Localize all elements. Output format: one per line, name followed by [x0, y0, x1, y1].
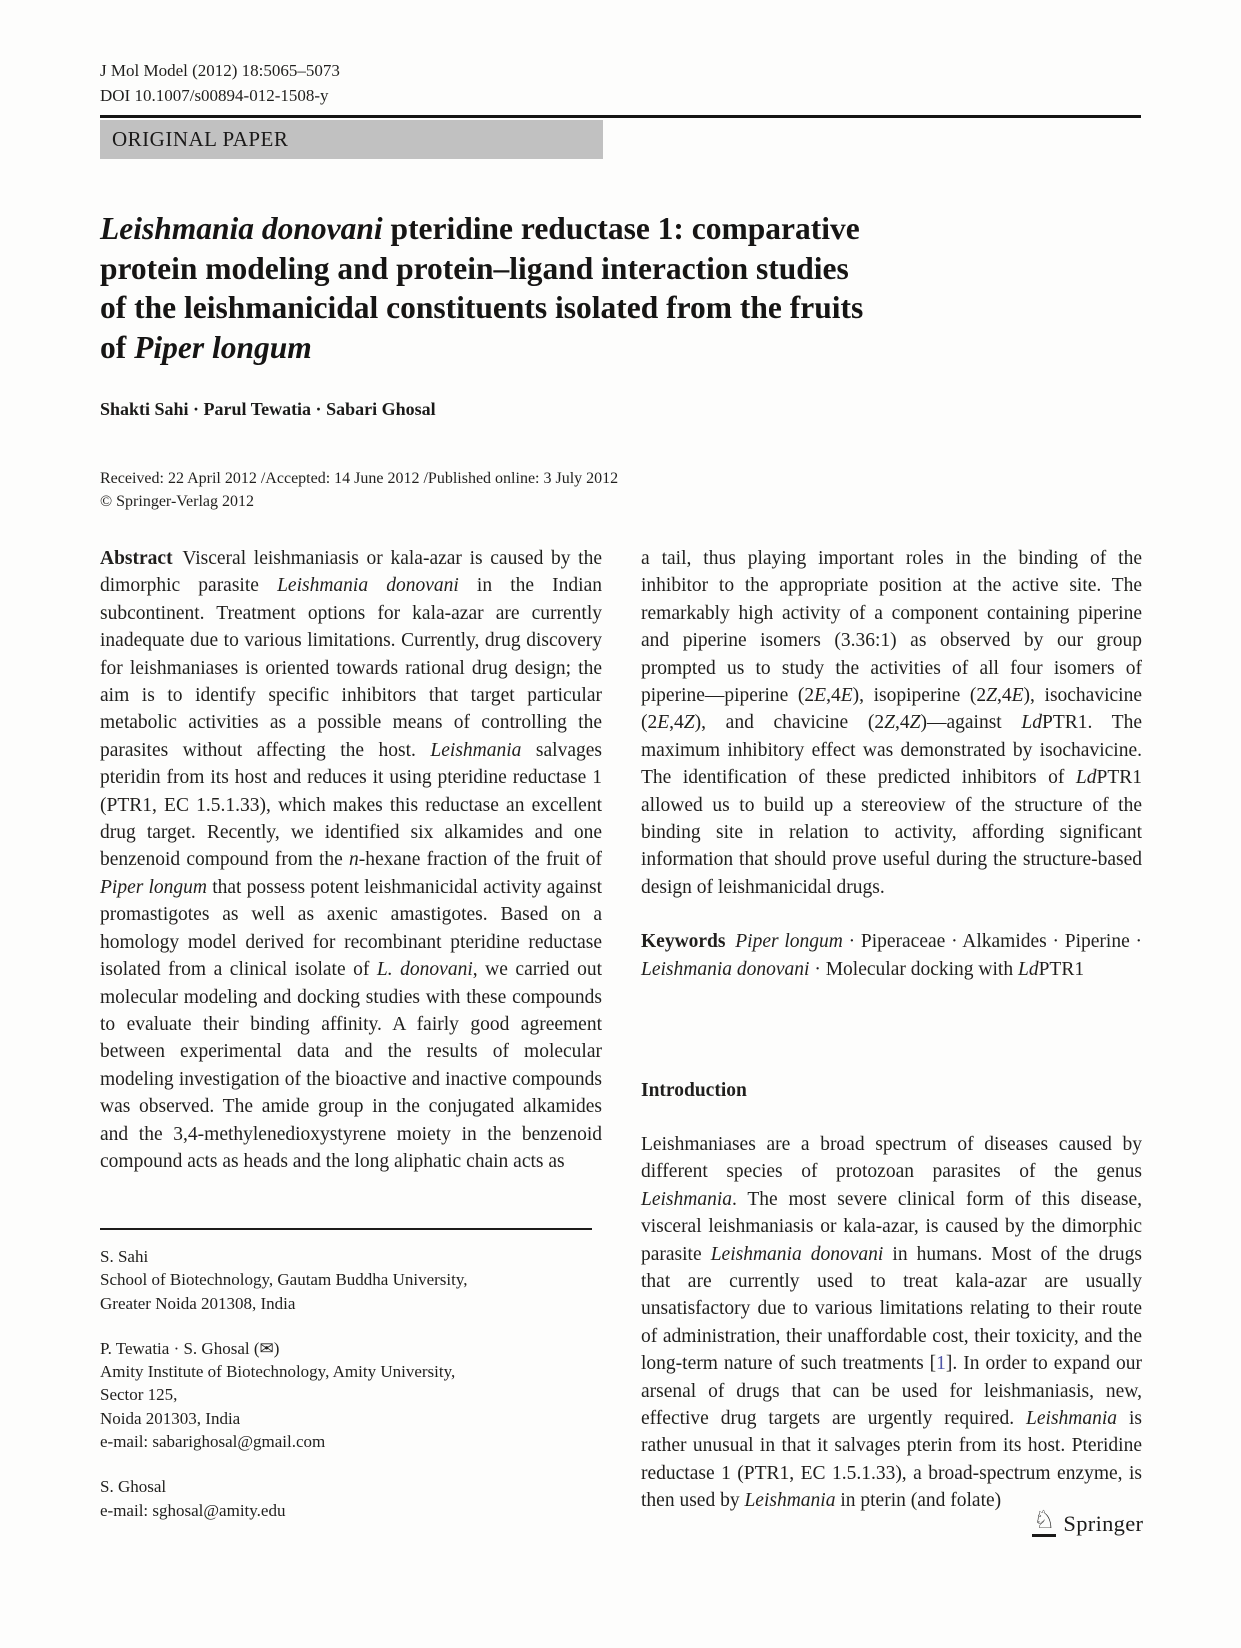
- email-line: e-mail: sabarighosal@gmail.com: [100, 1432, 326, 1452]
- abstract-paragraph: [100, 545, 602, 1175]
- footnote-rule: [100, 1228, 592, 1230]
- text-run: Abstract: [100, 548, 173, 569]
- text-run: E: [657, 712, 670, 734]
- text-run: PTR1 allowed us to build up a stereoview of the structure of the binding site in relation to activity, affording significant information that should prove useful during the structure-based design of leishmanicidal drugs.: [641, 767, 1142, 898]
- text-run: Visceral leishmaniasis or kala-azar is caused by the dimorphic parasite: [100, 548, 602, 597]
- text-run: Z: [909, 712, 921, 734]
- author-affiliations-footnote: [100, 1228, 592, 1544]
- text-run: Leishmania donovani: [100, 211, 383, 246]
- text-run: ]. In order to expand our arsenal of drugs that can be used for leishmaniasis, new, effective drug targets are urgently required.: [641, 1353, 1142, 1430]
- text-run: that possess potent leishmanicidal activity against promastigotes as well as axenic amastigotes. Based on a homology model derived for recombinant pteridine reductase isolated from a clinical isolate of: [100, 876, 603, 981]
- springer-logo-label: Springer: [1063, 1511, 1144, 1536]
- text-run: ), isochavicine (2: [641, 685, 1142, 734]
- text-run: . The most severe clinical form of this disease, visceral leishmaniasis or kala-azar, is caused by the dimorphic parasite: [641, 1188, 1142, 1265]
- text-run: L. donovani: [376, 959, 473, 981]
- article-title-line: [100, 209, 1060, 249]
- text-run: pteridine reductase 1: comparative: [382, 211, 860, 246]
- text-run: ,4: [669, 712, 684, 734]
- text-run: E: [814, 685, 827, 707]
- text-run: Ld: [1021, 712, 1042, 734]
- affiliation-line: Amity Institute of Biotechnology, Amity University,: [100, 1362, 456, 1382]
- text-run: in humans. Most of the drugs that are currently used to treat kala-azar are usually unsatisfactory due to various limitations relating to their route of administration, their unaffordable cost, their toxicity, and the long-term nature of such treatments [: [641, 1243, 1142, 1375]
- text-run: E: [1011, 685, 1024, 707]
- authors-line: Shakti Sahi · Parul Tewatia · Sabari Ghosal: [100, 399, 436, 419]
- text-run: E: [840, 685, 853, 707]
- article-history: [100, 467, 618, 513]
- copyright-line: © Springer-Verlag 2012: [100, 493, 255, 510]
- text-run: a tail, thus playing important roles in the binding of the inhibitor to the appropriate position at the active site. The remarkably high activity of a component containing piperine and piperine isomers (3.36:1) as observed by our group prompted us to study the activities of all four isomers of piperine—piperine (2: [641, 548, 1142, 707]
- article-title-line: [100, 328, 1060, 368]
- text-run: ), and chavicine (2: [694, 712, 885, 734]
- affiliation-line: S. Sahi: [100, 1247, 149, 1266]
- text-run: · Molecular docking with: [809, 958, 1018, 980]
- text-run: ), isopiperine (2: [852, 685, 987, 707]
- header-rule: [100, 115, 1141, 118]
- text-run: in the Indian subcontinent. Treatment options for kala-azar are currently inadequate due to various limitations. Currently, drug discovery for leishmaniases is oriented towards rational drug design; the aim is to identify specific inhibitors that target particular metabolic activities as a possible means of controlling the parasites without affecting the host.: [100, 575, 602, 761]
- text-run: Keywords: [641, 931, 726, 953]
- text-run: Leishmania donovani: [710, 1243, 884, 1265]
- text-run: Leishmania donovani: [277, 575, 459, 597]
- text-run: ,4: [826, 685, 841, 707]
- envelope-icon: ✉: [259, 1338, 274, 1358]
- text-run: -hexane fraction of the fruit of: [358, 849, 602, 871]
- affiliation-line: Greater Noida 201308, India: [100, 1293, 296, 1313]
- keywords-paragraph: [641, 928, 1142, 983]
- article-title: [100, 209, 1060, 367]
- text-run: Z: [884, 712, 895, 734]
- text-run: Leishmaniases are a broad spectrum of diseases caused by different species of protozoan parasites of the genus: [641, 1134, 1142, 1183]
- doi: DOI 10.1007/s00894-012-1508-y: [100, 86, 329, 105]
- right-column: [641, 545, 1142, 983]
- text-run: Leishmania donovani: [641, 958, 810, 980]
- text-run: Piper longum: [134, 329, 312, 365]
- text-run: · Piperaceae · Alkamides · Piperine ·: [842, 931, 1142, 953]
- text-run: P. Tewatia · S. Ghosal (: [100, 1338, 260, 1358]
- text-run: ,4: [996, 685, 1012, 707]
- corresponding-author-line: [100, 1337, 592, 1360]
- text-run: Ld: [1017, 958, 1039, 980]
- introduction-paragraph: [641, 1131, 1142, 1515]
- text-run: Leishmania: [1026, 1408, 1118, 1430]
- abstract-continued-paragraph: [641, 545, 1142, 901]
- text-run: of the leishmanicidal constituents isolated from the fruits: [100, 290, 864, 325]
- email-line: e-mail: sghosal@amity.edu: [100, 1500, 286, 1520]
- introduction-section: [641, 1080, 1142, 1515]
- affiliation-line: School of Biotechnology, Gautam Buddha University,: [100, 1270, 468, 1290]
- text-run: [726, 931, 736, 952]
- text-run: PTR1. The maximum inhibitory effect was demonstrated by isochavicine. The identification of these predicted inhibitors of: [641, 712, 1142, 789]
- text-run: Z: [986, 685, 997, 707]
- text-run: of: [100, 329, 135, 365]
- text-run: PTR1: [1038, 958, 1085, 980]
- journal-reference: J Mol Model (2012) 18:5065–5073: [100, 61, 340, 80]
- page-header: [100, 58, 340, 108]
- affiliation-line: Noida 201303, India: [100, 1408, 241, 1428]
- text-run: Piper longum: [735, 931, 843, 953]
- introduction-heading: Introduction: [641, 1080, 747, 1101]
- text-run: n: [349, 849, 359, 871]
- affiliation-block: [100, 1245, 592, 1315]
- text-run: , we carried out molecular modeling and docking studies with these compounds to evaluate their binding affinity. A fairly good agreement between experimental data and the results of molecular modeling investigation of the bioactive and inactive compounds was observed. The amide group in the conjugated alkamides and the 3,4-methylenedioxystyrene moiety in the benzenoid compound acts as heads and the long aliphatic chain acts as: [100, 959, 602, 1172]
- left-column: [100, 545, 602, 1175]
- affiliation-block: [100, 1337, 592, 1453]
- citation-ref-1[interactable]: 1: [936, 1353, 946, 1375]
- text-run: protein modeling and protein–ligand interaction studies: [100, 250, 849, 286]
- text-run: Leishmania: [641, 1188, 733, 1210]
- text-run: )—against: [920, 712, 1022, 734]
- text-run: Z: [683, 712, 695, 734]
- text-run: Piper longum: [100, 876, 208, 898]
- affiliation-line: S. Ghosal: [100, 1477, 167, 1497]
- article-category-badge: [100, 120, 603, 159]
- springer-logo: [1032, 1508, 1143, 1537]
- text-run: Leishmania: [744, 1490, 836, 1512]
- text-run: in pterin (and folate): [835, 1490, 1002, 1512]
- text-run: Ld: [1075, 767, 1097, 789]
- article-category-label: ORIGINAL PAPER: [112, 127, 289, 151]
- text-run: Leishmania: [430, 739, 522, 761]
- text-run: ,4: [894, 712, 910, 734]
- text-run: ): [273, 1338, 280, 1358]
- springer-knight-icon: ♘: [1032, 1508, 1056, 1537]
- text-run: salvages pteridin from its host and reduces it using pteridine reductase 1 (PTR1, EC 1.5.1.33), which makes this reductase an excellent drug target. Recently, we identified six alkamides and one benzenoid compound from the: [100, 739, 602, 871]
- affiliation-line: Sector 125,: [100, 1385, 178, 1405]
- received-accepted-published: Received: 22 April 2012 /Accepted: 14 June 2012 /Published online: 3 July 2012: [100, 470, 619, 487]
- article-title-line: [100, 249, 1060, 289]
- article-title-line: [100, 288, 1060, 328]
- affiliation-block: [100, 1475, 592, 1522]
- text-run: is rather unusual in that it salvages pterin from its host. Pteridine reductase 1 (PTR1, EC 1.5.1.33), a broad-spectrum enzyme, is then used by: [641, 1408, 1142, 1512]
